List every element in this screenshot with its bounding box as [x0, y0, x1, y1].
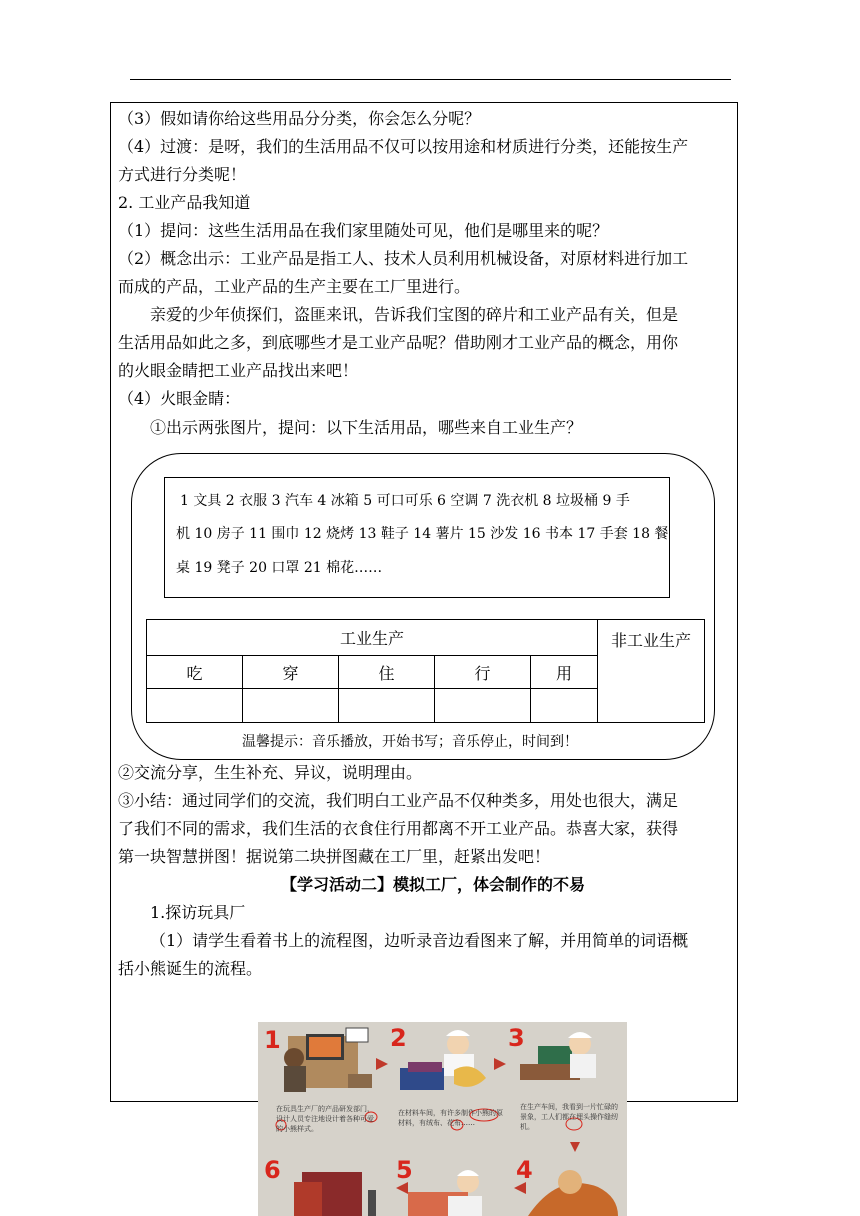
designer-illustration — [284, 1028, 372, 1092]
non-industrial-header: 非工业生产 — [598, 620, 705, 723]
text-line: 而成的产品，工业产品的生产主要在工厂里进行。 — [118, 277, 471, 296]
text-line: 了我们不同的需求，我们生活的衣食住行用都离不开工业产品。恭喜大家，获得 — [118, 819, 679, 838]
materials-illustration — [400, 1030, 486, 1090]
step-number: 6 — [264, 1156, 281, 1184]
text-line: （1）提问：这些生活用品在我们家里随处可见，他们是哪里来的呢？ — [118, 221, 609, 240]
step-caption: 在材料车间，有许多制作小熊的原材料，有绒布、花布…… — [398, 1109, 503, 1127]
blank-cell[interactable] — [339, 689, 435, 723]
blank-cell[interactable] — [147, 689, 243, 723]
text-line: 方式进行分类呢！ — [118, 165, 247, 184]
text-line: （3）假如请你给这些用品分分类，你会怎么分呢？ — [118, 109, 481, 128]
items-line: 机 10 房子 11 围巾 12 烧烤 13 鞋子 14 薯片 15 沙发 16 书本 17 手套 18 餐 — [176, 526, 669, 542]
blank-cell[interactable] — [531, 689, 598, 723]
column-header: 吃 — [147, 656, 243, 689]
column-header: 用 — [531, 656, 598, 689]
text-line: ②交流分享，生生补充、异议，说明理由。 — [118, 763, 423, 782]
text-line: ③小结：通过同学们的交流，我们明白工业产品不仅种类多，用处也很大，满足 — [118, 791, 679, 810]
text-line: 括小熊诞生的流程。 — [118, 959, 263, 978]
activity-heading: 【学习活动二】模拟工厂，体会制作的不易 — [281, 875, 586, 894]
step-caption: 在玩具生产厂的产品研发部门，设计人员专注地设计着各种可爱的小熊样式。 — [276, 1105, 374, 1133]
step-number: 1 — [264, 1026, 281, 1054]
production-flowchart — [258, 1022, 627, 1216]
text-line: 第一块智慧拼图！据说第二块拼图藏在工厂里，赶紧出发吧！ — [118, 847, 551, 866]
step-number: 3 — [508, 1024, 525, 1052]
step-number: 2 — [390, 1024, 407, 1052]
text-line: （4）过渡：是呀，我们的生活用品不仅可以按用途和材质进行分类，还能按生产 — [118, 137, 689, 156]
lower-steps-illustration — [294, 1170, 618, 1216]
classification-table — [146, 619, 705, 723]
text-line: （2）概念出示：工业产品是指工人、技术人员利用机械设备，对原材料进行加工 — [118, 249, 689, 268]
blank-cell[interactable] — [243, 689, 339, 723]
text-line: 亲爱的少年侦探们，盗匪来讯，告诉我们宝图的碎片和工业产品有关，但是 — [150, 305, 679, 324]
text-line: 的火眼金睛把工业产品找出来吧！ — [118, 361, 359, 380]
blank-cell[interactable] — [435, 689, 531, 723]
step-caption: 在生产车间，我看到一片忙碌的景象，工人们都在埋头操作缝纫机。 — [520, 1103, 618, 1131]
sewing-illustration — [520, 1032, 596, 1080]
text-line: 生活用品如此之多，到底哪些才是工业产品呢？借助刚才工业产品的概念，用你 — [118, 333, 679, 352]
column-header: 行 — [435, 656, 531, 689]
text-line: （4）火眼金睛： — [118, 389, 241, 408]
step-number: 5 — [396, 1156, 413, 1184]
step-number: 4 — [516, 1156, 533, 1184]
text-line: 1.探访玩具厂 — [150, 903, 246, 922]
music-tip: 温馨提示：音乐播放，开始书写；音乐停止，时间到！ — [242, 734, 578, 750]
text-line: （1）请学生看着书上的流程图，边听录音边看图来了解，并用简单的词语概 — [150, 931, 689, 950]
column-header: 穿 — [243, 656, 339, 689]
items-line: 1 文具 2 衣服 3 汽车 4 冰箱 5 可口可乐 6 空调 7 洗衣机 8 垃圾桶 9 手 — [180, 493, 630, 509]
section-title: 2. 工业产品我知道 — [118, 193, 251, 212]
items-line: 桌 19 凳子 20 口罩 21 棉花…… — [176, 560, 383, 576]
text-line: ①出示两张图片，提问：以下生活用品，哪些来自工业生产？ — [150, 418, 583, 437]
header-rule — [130, 79, 731, 80]
industrial-header: 工业生产 — [147, 620, 598, 656]
column-header: 住 — [339, 656, 435, 689]
